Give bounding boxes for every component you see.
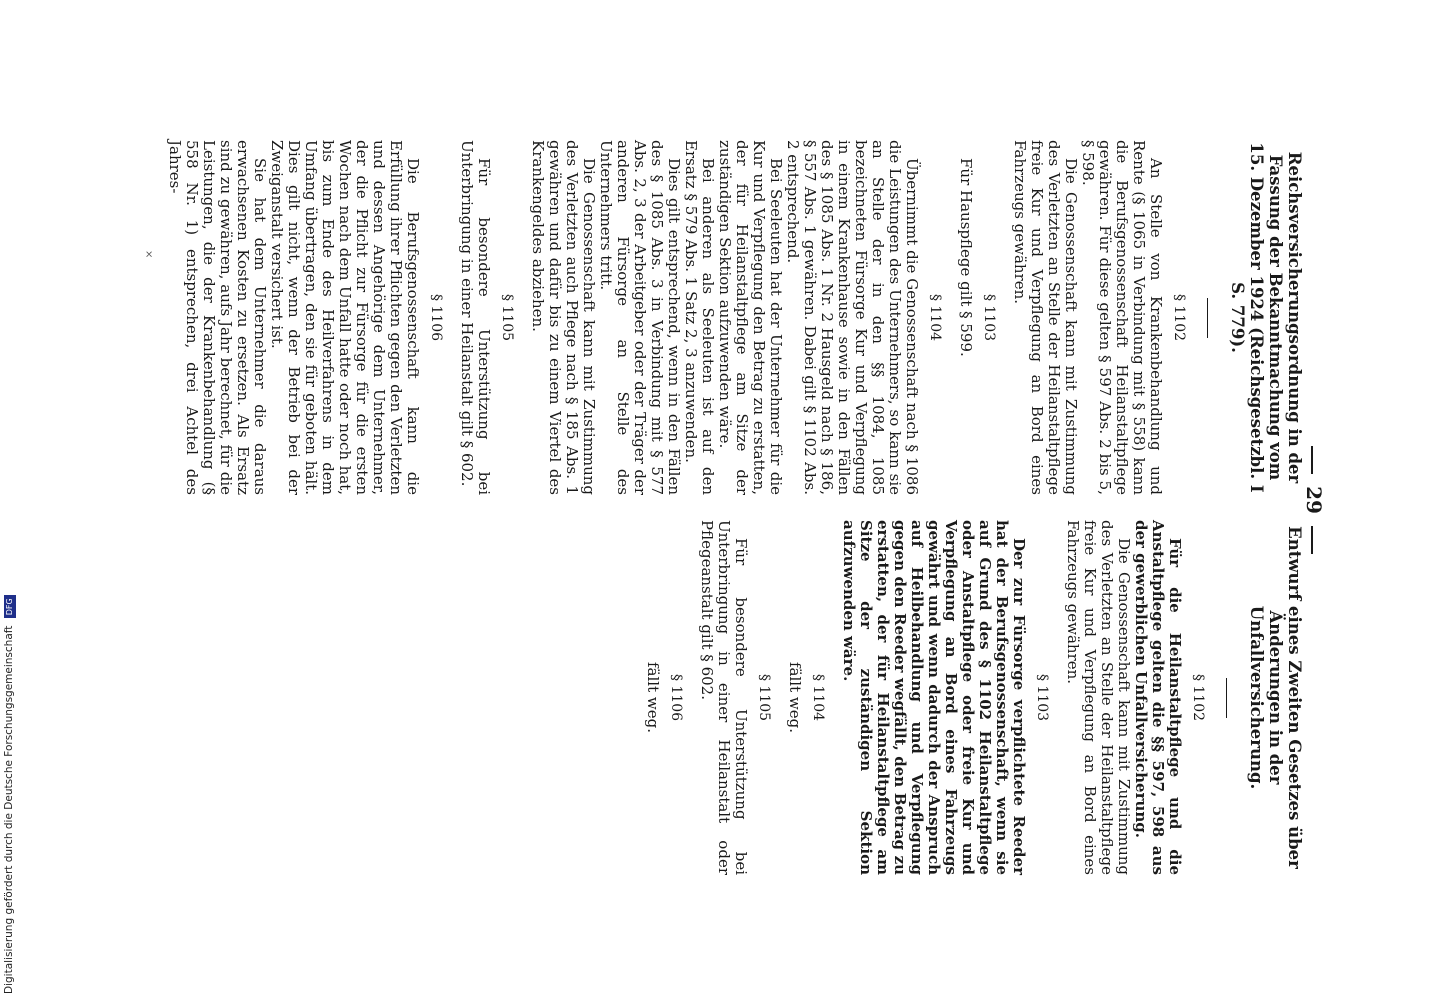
section-heading: § 1102 <box>1190 673 1206 722</box>
section-heading: § 1102 <box>1171 293 1187 342</box>
divider <box>1207 298 1208 338</box>
dash-left <box>1312 446 1314 474</box>
paragraph: An Stelle von Krankenbehandlung und Rente (§ 1065 in Verbindung mit § 558) kann die Berufsgenossenschaft Heilanstaltpflege gewähren. Für diese gelten § 597 Abs. 2 bis 5, § 598. <box>1079 140 1165 495</box>
paragraph: Bei Seeleuten hat der Unternehmer für die Kur und Verpflegung den Betrag zu erstatten, der für Heilanstaltpflege am Sitze der zuständigen Sektion aufzuwenden wäre. <box>716 140 785 495</box>
page-number: 29 <box>1302 0 1326 1000</box>
section-heading: § 1105 <box>499 293 515 342</box>
section-heading: § 1106 <box>428 293 444 342</box>
paragraph: Dies gilt entsprechend, wenn in den Fällen des § 1085 Abs. 3 in Verbindung mit § 577 Abs. 2, 3 der Arbeitgeber oder der Träger der anderen Fürsorge an Stelle des Unternehmers tritt. <box>597 140 683 495</box>
dash-right <box>1312 526 1314 554</box>
paragraph: fällt weg. <box>786 662 804 733</box>
dfg-logo: DFG <box>4 595 16 618</box>
margin-mark: × <box>143 250 154 259</box>
paragraph: Die Genossenschaft kann mit Zustimmung des Verletzten an Stelle der Heilanstaltpflege freie Kur und Verpflegung an Bord eines Fahrzeugs gewähren. <box>1011 140 1080 495</box>
section-heading: § 1103 <box>1034 673 1050 722</box>
right-column <box>644 520 1304 875</box>
footer-text: Digitalisierung gefördert durch die Deutsche Forschungsgemeinschaft <box>3 625 15 994</box>
digitization-footer <box>2 0 16 1000</box>
section-heading: § 1104 <box>927 293 943 342</box>
paragraph: Die Berufsgenossenschaft kann die Erfüllung ihrer Pflichten gegen den Verletzten und dessen Angehörige dem Unternehmer, der die Pflicht zur Fürsorge für die ersten Wochen nach dem Unfall hatte oder noch hat, bis zum Ende des Heilverfahrens in dem Umfang übertragen, den sie für geboten hält. Dies gilt nicht, wenn der Betrieb bei der Zweiganstalt versichert ist. <box>268 140 422 495</box>
paragraph: Für Hauspflege gilt § 599. <box>957 158 975 357</box>
section-heading: § 1105 <box>756 673 772 722</box>
paragraph: Die Genossenschaft kann mit Zustimmung des Verletzten auch Pflege nach § 185 Abs. 1 gewähren und dafür bis zu einem Viertel des Krankengeldes abziehen. <box>529 140 598 495</box>
paragraph: Sie hat dem Unternehmer die daraus erwachsenen Kosten zu ersetzen. Als Ersatz sind zu gewähren, aufs Jahr berechnet, für die Leistungen, die der Krankenbehandlung (§ 558 Nr. 1) entsprechen, drei Achtel des Jahres- <box>166 140 269 495</box>
left-column-title: Reichsversicherungsordnung in der Fassung der Bekanntmachung vom 15. Dezember 1924 (Reichsgesetzbl. I S. 779). <box>1228 142 1304 493</box>
section-heading: § 1106 <box>668 673 684 722</box>
left-column <box>166 140 1304 495</box>
section-heading: § 1103 <box>981 293 997 342</box>
paragraph: Der zur Fürsorge verpflichtete Reeder hat der Berufsgenossenschaft, wenn sie auf Grund des § 1102 Heilanstaltpflege oder Anstaltpflege oder freie Kur und Verpflegung an Bord eines Fahrzeugs gewährt und wenn dadurch der Anspruch auf Heilbehandlung und Verpflegung gegen den Reeder wegfällt, den Betrag zu erstatten, der für Heilanstaltpflege am Sitze der zuständigen Sektion aufzuwenden wäre. <box>840 520 1028 875</box>
right-column-title: Entwurf eines Zweiten Gesetzes über Änderungen in der Unfallversicherung. <box>1247 526 1304 869</box>
paragraph: Für besondere Unterstützung bei Unterbringung in einer Heilanstalt gilt § 602. <box>458 140 493 495</box>
paragraph: Bei anderen als Seeleuten ist auf den Ersatz § 579 Abs. 1 Satz 2, 3 anzuwenden. <box>682 140 717 495</box>
paragraph: fällt weg. <box>644 662 662 733</box>
section-heading: § 1104 <box>810 673 826 722</box>
paragraph: Für besondere Unterstützung bei Unterbringung in einer Heilanstalt oder Pflegeanstalt gilt § 602. <box>698 520 750 875</box>
paragraph: Für die Heilanstaltpflege und die Anstaltpflege gelten die §§ 597, 598 aus der gewerblichen Unfallversicherung. <box>1132 520 1184 875</box>
paragraph: Übernimmt die Genossenschaft nach § 1086 die Leistungen des Unternehmers, so kann sie an Stelle der in den §§ 1084, 1085 bezeichneten Fürsorge Kur und Verpflegung in einem Krankenhause sowie in den Fällen des § 1085 Abs. 1 Nr. 2 Hausgeld nach § 186, § 557 Abs. 1 gewähren. Dabei gilt § 1102 Abs. 2 entsprechend. <box>784 140 921 495</box>
divider <box>1226 678 1227 718</box>
paragraph: Die Genossenschaft kann mit Zustimmung des Verletzten an Stelle der Heilanstaltpflege freie Kur und Verpflegung an Bord eines Fahrzeugs gewähren. <box>1064 520 1133 875</box>
